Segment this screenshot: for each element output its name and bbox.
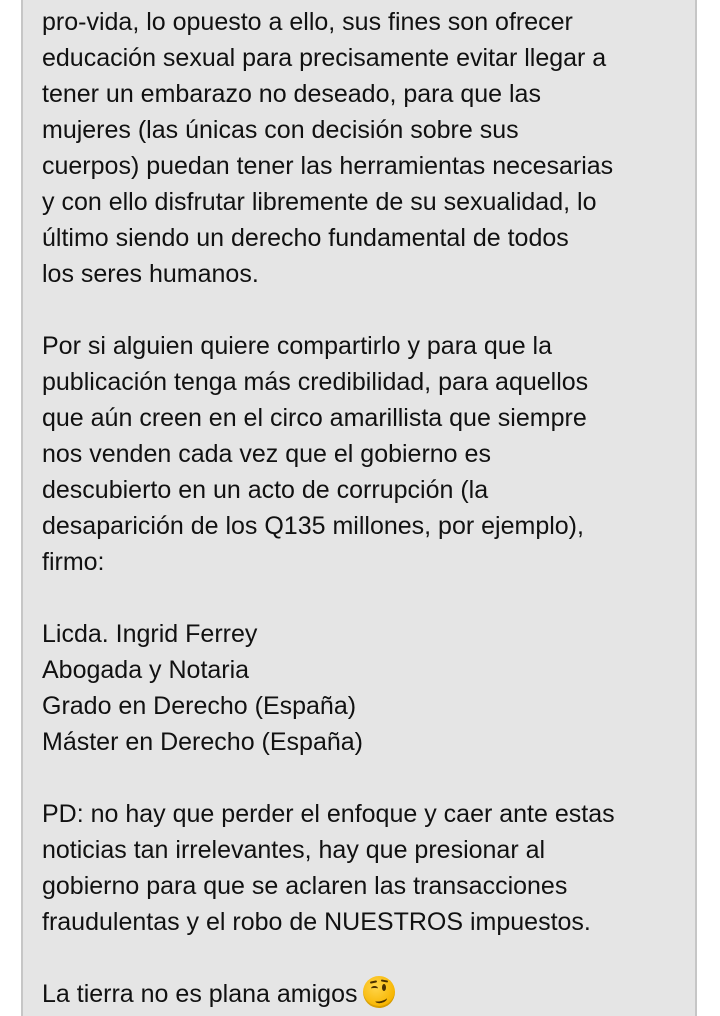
text-line: pro-vida, lo opuesto a ello, sus fines son ofrecer xyxy=(42,8,573,36)
text-line: mujeres (las únicas con decisión sobre sus xyxy=(42,116,519,144)
signature-masters: Máster en Derecho (España) xyxy=(42,728,363,756)
text-line: fraudulentas y el robo de NUESTROS impuestos. xyxy=(42,908,591,936)
signature-name: Licda. Ingrid Ferrey xyxy=(42,620,258,648)
text-line: descubierto en un acto de corrupción (la xyxy=(42,476,489,504)
text-line: firmo: xyxy=(42,548,105,576)
paragraph-spacer xyxy=(42,292,682,328)
text-line: PD: no hay que perder el enfoque y caer ante estas xyxy=(42,800,615,828)
signature-title: Abogada y Notaria xyxy=(42,656,250,684)
text-line: educación sexual para precisamente evitar llegar a xyxy=(42,44,607,72)
winking-face-icon xyxy=(363,976,395,1008)
signature-degree: Grado en Derecho (España) xyxy=(42,692,357,720)
text-line: gobierno para que se aclaren las transacciones xyxy=(42,872,568,900)
paragraph-spacer xyxy=(42,580,682,616)
paragraph-spacer xyxy=(42,940,682,976)
text-line: publicación tenga más credibilidad, para aquellos xyxy=(42,368,589,396)
text-line: noticias tan irrelevantes, hay que presionar al xyxy=(42,836,546,864)
paragraph-postscript xyxy=(42,796,682,940)
text-line: que aún creen en el circo amarillista que siempre xyxy=(42,404,587,432)
text-line: Por si alguien quiere compartirlo y para que la xyxy=(42,332,552,360)
text-line: los seres humanos. xyxy=(42,260,259,288)
text-line: nos venden cada vez que el gobierno es xyxy=(42,440,491,468)
paragraph-spacer xyxy=(42,760,682,796)
text-line: y con ello disfrutar libremente de su sexualidad, lo xyxy=(42,188,597,216)
signature-block xyxy=(42,616,682,760)
text-line: último siendo un derecho fundamental de todos xyxy=(42,224,569,252)
paragraph-body xyxy=(42,4,682,292)
text-line: tener un embarazo no deseado, para que las xyxy=(42,80,541,108)
closing-line xyxy=(42,976,682,1012)
message-body xyxy=(42,4,682,1012)
paragraph-credibility xyxy=(42,328,682,580)
closing-text: La tierra no es plana amigos xyxy=(42,980,358,1008)
text-line: cuerpos) puedan tener las herramientas necesarias xyxy=(42,152,614,180)
text-line: desaparición de los Q135 millones, por ejemplo), xyxy=(42,512,584,540)
